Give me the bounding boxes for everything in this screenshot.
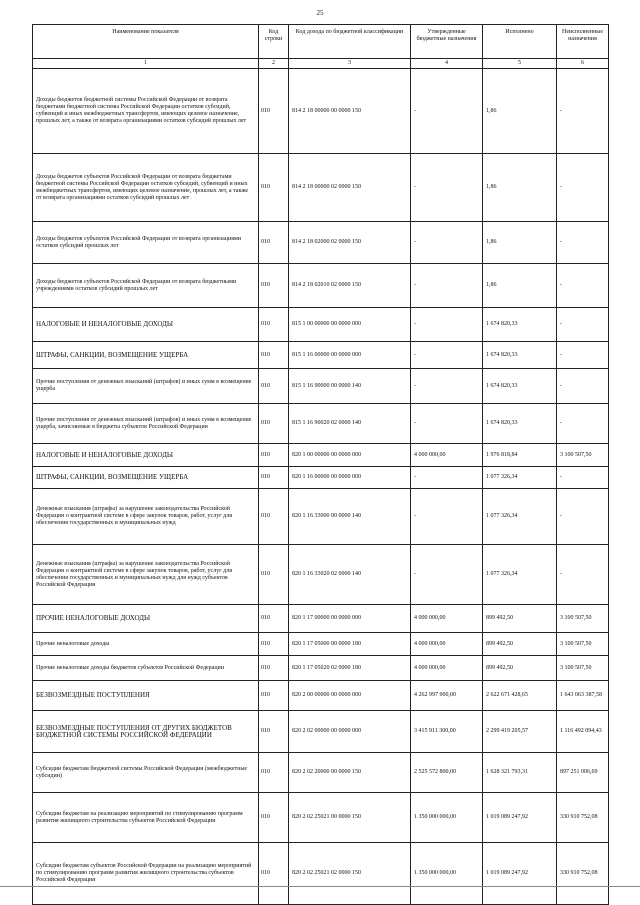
row-name: Субсидии бюджетам на реализацию мероприятий по стимулированию программ развития жилищного строительства субъектов Российской Федерации [33,793,259,843]
page-number: 25 [316,9,324,17]
header-kbk: Код дохода по бюджетной классификации [289,25,411,59]
table-row [33,369,609,404]
row-approved: 4 000 000,00 [411,605,483,633]
row-code: 010 [259,444,289,467]
row-approved: - [411,69,483,154]
row-executed: 1 019 089 247,92 [483,843,557,905]
row-unexecuted: 3 100 507,50 [557,605,609,633]
row-name: БЕЗВОЗМЕЗДНЫЕ ПОСТУПЛЕНИЯ ОТ ДРУГИХ БЮДЖЕТОВ БЮДЖЕТНОЙ СИСТЕМЫ РОССИЙСКОЙ ФЕДЕРАЦИИ [33,711,259,753]
column-number: 5 [483,59,557,69]
row-code: 010 [259,264,289,308]
row-name: Доходы бюджетов субъектов Российской Федерации от возврата организациями остатков субсидий прошлых лет [33,222,259,264]
row-name: НАЛОГОВЫЕ И НЕНАЛОГОВЫЕ ДОХОДЫ [33,444,259,467]
row-unexecuted: 1 116 492 094,43 [557,711,609,753]
row-executed: 1,86 [483,222,557,264]
table-row [33,342,609,369]
row-executed: 1 674 820,33 [483,369,557,404]
row-approved: - [411,369,483,404]
row-code: 010 [259,308,289,342]
row-executed: 899 492,50 [483,605,557,633]
row-name: Доходы бюджетов субъектов Российской Федерации от возврата бюджетными учреждениями остатков субсидий прошлых лет [33,264,259,308]
row-code: 010 [259,633,289,656]
row-unexecuted: 330 910 752,08 [557,793,609,843]
row-approved: 4 000 000,00 [411,656,483,681]
row-code: 010 [259,793,289,843]
row-executed: 1 077 326,34 [483,467,557,489]
row-code: 010 [259,843,289,905]
table-row [33,308,609,342]
row-name: ШТРАФЫ, САНКЦИИ, ВОЗМЕЩЕНИЕ УЩЕРБА [33,467,259,489]
row-code: 010 [259,467,289,489]
table-row [33,656,609,681]
row-unexecuted: - [557,308,609,342]
table-row [33,753,609,793]
row-executed: 1 628 321 793,31 [483,753,557,793]
header-code: Код строки [259,25,289,59]
row-executed: 1 674 820,33 [483,342,557,369]
row-code: 010 [259,711,289,753]
row-executed: 1,86 [483,264,557,308]
row-executed: 899 492,50 [483,656,557,681]
table-row [33,545,609,605]
row-approved: 4 262 997 900,00 [411,681,483,711]
row-code: 010 [259,681,289,711]
header-executed: Исполнено [483,25,557,59]
table-row [33,489,609,545]
table-row [33,69,609,154]
row-kbk: 820 2 02 25021 00 0000 150 [289,793,411,843]
header-name: Наименование показателя [33,25,259,59]
row-unexecuted: - [557,489,609,545]
row-executed: 1 674 820,33 [483,404,557,444]
row-approved: - [411,467,483,489]
row-code: 010 [259,342,289,369]
row-executed: 899 492,50 [483,633,557,656]
row-approved: - [411,404,483,444]
row-kbk: 814 2 18 00000 00 0000 150 [289,69,411,154]
table-row [33,633,609,656]
row-approved: 1 350 000 000,00 [411,793,483,843]
row-approved: 3 415 911 300,00 [411,711,483,753]
row-unexecuted: 3 100 507,50 [557,656,609,681]
row-kbk: 814 2 18 02010 02 0000 150 [289,264,411,308]
header-approved: Утвержденные бюджетные назначения [411,25,483,59]
table-row [33,793,609,843]
row-unexecuted: - [557,545,609,605]
table-row [33,222,609,264]
row-name: Денежные взыскания (штрафы) за нарушение законодательства Российской Федерации о контрактной системе в сфере закупок товаров, работ, услуг для обеспечения государственных и муниципальных нужд для нужд субъектов Российской Федерации [33,545,259,605]
row-name: Доходы бюджетов бюджетной системы Российской Федерации от возврата бюджетами бюджетной системы Российской Федерации остатков субсидий, субвенций и иных межбюджетных трансфертов, имеющих целевое назначение, прошлых лет, а также от возврата организациями остатков субсидий прошлых лет [33,69,259,154]
row-executed: 2 299 419 205,57 [483,711,557,753]
column-number: 3 [289,59,411,69]
row-name: Прочие поступления от денежных взысканий (штрафов) и иных сумм в возмещение ущерба, зачисляемые в бюджеты субъектов Российской Федерации [33,404,259,444]
row-code: 010 [259,369,289,404]
row-kbk: 814 2 18 02000 02 0000 150 [289,222,411,264]
row-name: НАЛОГОВЫЕ И НЕНАЛОГОВЫЕ ДОХОДЫ [33,308,259,342]
row-kbk: 820 1 16 00000 00 0000 000 [289,467,411,489]
row-approved: 1 350 000 000,00 [411,843,483,905]
row-approved: - [411,154,483,222]
row-approved: 4 000 000,00 [411,633,483,656]
row-name: ШТРАФЫ, САНКЦИИ, ВОЗМЕЩЕНИЕ УЩЕРБА [33,342,259,369]
row-kbk: 820 2 02 20000 00 0000 150 [289,753,411,793]
row-kbk: 820 2 02 00000 00 0000 000 [289,711,411,753]
row-unexecuted: - [557,69,609,154]
row-name: ПРОЧИЕ НЕНАЛОГОВЫЕ ДОХОДЫ [33,605,259,633]
row-code: 010 [259,154,289,222]
row-name: Прочие поступления от денежных взысканий (штрафов) и иных сумм в возмещение ущерба [33,369,259,404]
row-executed: 2 622 671 428,65 [483,681,557,711]
row-unexecuted: - [557,404,609,444]
row-approved: - [411,264,483,308]
row-executed: 1 674 820,33 [483,308,557,342]
row-unexecuted: - [557,467,609,489]
row-kbk: 820 1 16 33020 02 0000 140 [289,545,411,605]
row-kbk: 820 1 17 05000 00 0000 180 [289,633,411,656]
row-unexecuted: 3 100 507,50 [557,633,609,656]
row-unexecuted: - [557,264,609,308]
bottom-rule [0,886,640,887]
row-unexecuted: - [557,154,609,222]
table-row [33,264,609,308]
row-kbk: 820 2 00 00000 00 0000 000 [289,681,411,711]
row-name: Прочие неналоговые доходы бюджетов субъектов Российской Федерации [33,656,259,681]
row-unexecuted: - [557,222,609,264]
row-kbk: 815 1 16 00000 00 0000 000 [289,342,411,369]
table-row [33,843,609,905]
row-code: 010 [259,656,289,681]
row-executed: 1,86 [483,69,557,154]
row-code: 010 [259,222,289,264]
row-code: 010 [259,69,289,154]
row-kbk: 820 1 17 05020 02 0000 180 [289,656,411,681]
row-name: Доходы бюджетов субъектов Российской Федерации от возврата бюджетами бюджетной системы Российской Федерации остатков субсидий, субвенций и иных межбюджетных трансфертов, имеющих целевое назначение, прошлых лет, а также от возврата организациями остатков субсидий прошлых лет [33,154,259,222]
column-number: 6 [557,59,609,69]
row-kbk: 814 2 18 00000 02 0000 150 [289,154,411,222]
row-executed: 1 077 326,34 [483,545,557,605]
table-row [33,467,609,489]
row-code: 010 [259,753,289,793]
income-table [32,24,609,905]
row-kbk: 820 1 17 00000 00 0000 000 [289,605,411,633]
row-unexecuted: 1 643 063 387,58 [557,681,609,711]
row-unexecuted: 330 910 752,08 [557,843,609,905]
row-kbk: 815 1 16 90000 00 0000 140 [289,369,411,404]
row-kbk: 820 1 00 00000 00 0000 000 [289,444,411,467]
row-executed: 1 077 326,34 [483,489,557,545]
row-name: Субсидии бюджетам бюджетной системы Российской Федерации (межбюджетные субсидии) [33,753,259,793]
row-code: 010 [259,489,289,545]
row-approved: - [411,222,483,264]
row-name: Субсидии бюджетам субъектов Российской Федерации на реализацию мероприятий по стимулированию программ развития жилищного строительства субъектов Российской Федерации [33,843,259,905]
table-row [33,681,609,711]
row-name: Денежные взыскания (штрафы) за нарушение законодательства Российской Федерации о контрактной системе в сфере закупок товаров, работ, услуг для обеспечения государственных и муниципальных нужд [33,489,259,545]
row-executed: 1 019 089 247,92 [483,793,557,843]
row-unexecuted: 3 100 507,50 [557,444,609,467]
row-approved: - [411,489,483,545]
row-unexecuted: - [557,369,609,404]
column-number: 1 [33,59,259,69]
row-approved: 4 000 000,00 [411,444,483,467]
row-code: 010 [259,605,289,633]
row-unexecuted: - [557,342,609,369]
column-number: 4 [411,59,483,69]
table-row [33,605,609,633]
column-number-row [33,59,609,69]
header-unexecuted: Неисполненные назначения [557,25,609,59]
row-name: Прочие неналоговые доходы [33,633,259,656]
row-approved: - [411,545,483,605]
row-kbk: 815 1 00 00000 00 0000 000 [289,308,411,342]
row-executed: 1 976 818,84 [483,444,557,467]
row-code: 010 [259,404,289,444]
row-executed: 1,86 [483,154,557,222]
row-code: 010 [259,545,289,605]
row-approved: - [411,342,483,369]
table-row [33,444,609,467]
table-row [33,154,609,222]
column-number: 2 [259,59,289,69]
row-name: БЕЗВОЗМЕЗДНЫЕ ПОСТУПЛЕНИЯ [33,681,259,711]
table-row [33,711,609,753]
row-kbk: 820 1 16 33000 00 0000 140 [289,489,411,545]
table-row [33,404,609,444]
row-unexecuted: 897 251 006,69 [557,753,609,793]
row-kbk: 820 2 02 25021 02 0000 150 [289,843,411,905]
row-approved: 2 525 572 800,00 [411,753,483,793]
header-row [33,25,609,59]
row-approved: - [411,308,483,342]
row-kbk: 815 1 16 90020 02 0000 140 [289,404,411,444]
